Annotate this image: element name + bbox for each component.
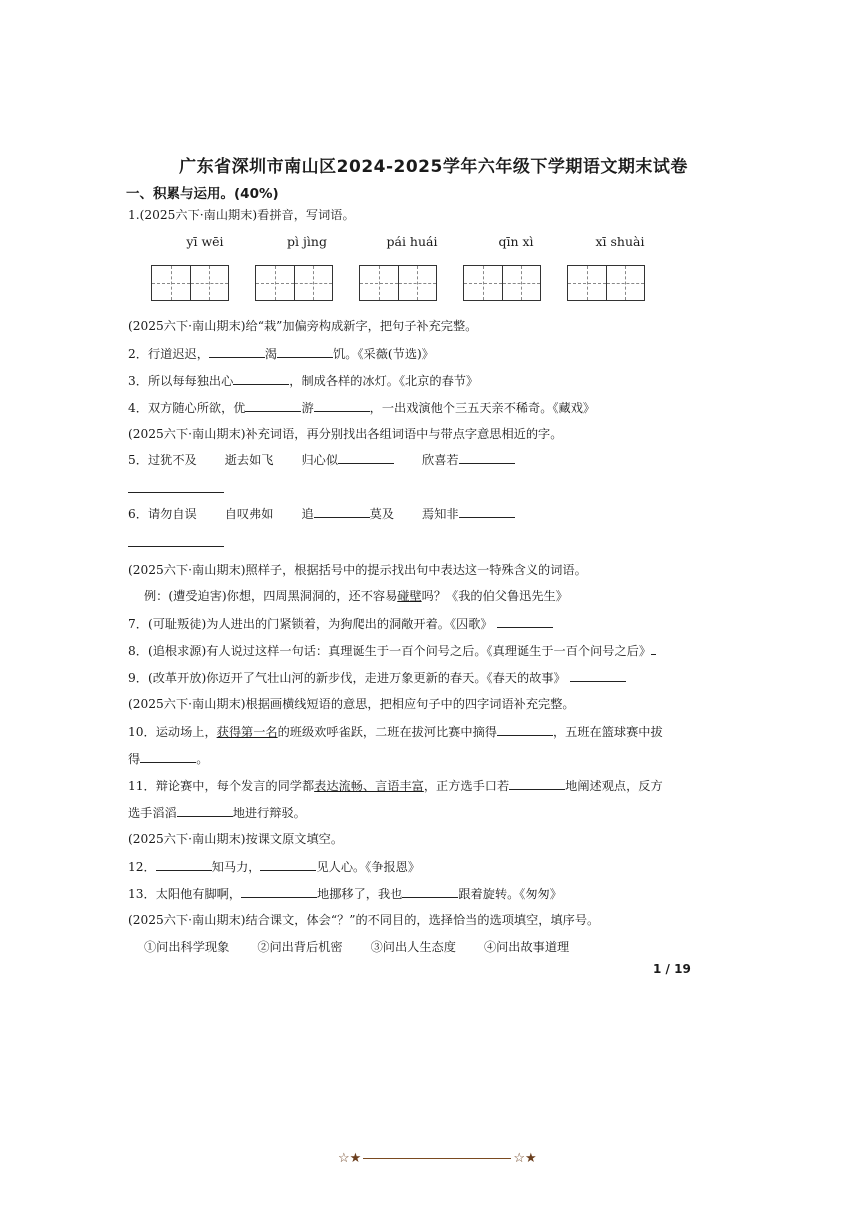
- writing-grid[interactable]: [463, 265, 541, 301]
- star-icon: ☆★: [338, 1151, 362, 1166]
- answer-line[interactable]: [128, 546, 224, 547]
- options-row: [144, 939, 569, 955]
- question-1: 1.(2025六下·南山期末)看拼音，写词语。: [128, 208, 355, 222]
- writing-grid[interactable]: [255, 265, 333, 301]
- question-2: 2．行道迟迟， 渴 饥。《采薇(节选)》: [128, 347, 434, 361]
- answer-blank[interactable]: [651, 642, 656, 655]
- page-number: 1 / 19: [653, 962, 691, 976]
- pinyin-3: pái huái: [386, 234, 438, 249]
- answer-blank[interactable]: [314, 505, 370, 518]
- question-12: 12． 知马力， 见人心。《争报恩》: [128, 860, 421, 874]
- answer-blank[interactable]: [497, 615, 553, 628]
- question-5: 5．过犹不及 逝去如飞 归心似 欣喜若: [128, 451, 515, 468]
- answer-blank[interactable]: [156, 858, 212, 871]
- answer-blank[interactable]: [233, 372, 289, 385]
- option-1: ①问出科学现象: [144, 940, 230, 954]
- option-2: ②问出背后机密: [257, 940, 343, 954]
- pinyin-2: pì jìng: [287, 234, 327, 249]
- question-13: 13．太阳他有脚啊， 地挪移了，我也 跟着旋转。《匆匆》: [128, 887, 562, 901]
- answer-blank[interactable]: [241, 885, 317, 898]
- group-instruction: (2025六下·南山期末)根据画横线短语的意思，把相应句子中的四字词语补充完整。: [128, 697, 575, 711]
- question-10-cont: 得 。: [128, 752, 209, 766]
- pinyin-1: yī wēi: [186, 234, 224, 249]
- answer-blank[interactable]: [177, 804, 233, 817]
- group-instruction: (2025六下·南山期末)结合课文，体会“？”的不同目的，选择恰当的选项填空，填序号。: [128, 913, 600, 927]
- answer-blank[interactable]: [260, 858, 316, 871]
- writing-grid[interactable]: [151, 265, 229, 301]
- question-11: 11．辩论赛中，每个发言的同学都表达流畅、言语丰富，正方选手口若 地阐述观点，反方: [128, 779, 663, 793]
- example-line: 例：(遭受迫害)你想，四周黑洞洞的，还不容易碰壁吗？《我的伯父鲁迅先生》: [144, 589, 568, 603]
- answer-blank[interactable]: [209, 345, 265, 358]
- question-11-cont: 选手滔滔 地进行辩驳。: [128, 806, 306, 820]
- exam-title: 广东省深圳市南山区2024-2025学年六年级下学期语文期末试卷: [179, 157, 688, 177]
- answer-blank[interactable]: [459, 451, 515, 464]
- group-instruction: (2025六下·南山期末)补充词语，再分别找出各组词语中与带点字意思相近的字。: [128, 427, 563, 441]
- writing-grid[interactable]: [567, 265, 645, 301]
- star-icon: ☆★: [513, 1151, 537, 1166]
- option-3: ③问出人生态度: [370, 940, 456, 954]
- group-instruction: (2025六下·南山期末)按课文原文填空。: [128, 832, 344, 846]
- question-3: 3．所以每每独出心 ，制成各样的冰灯。《北京的春节》: [128, 374, 479, 388]
- question-4: 4．双方随心所欲，优 游 ，一出戏演他个三五天亲不稀奇。《藏戏》: [128, 401, 596, 415]
- answer-blank[interactable]: [245, 399, 301, 412]
- answer-blank[interactable]: [570, 669, 626, 682]
- answer-blank[interactable]: [459, 505, 515, 518]
- section-heading: 一、积累与运用。(40%): [126, 186, 279, 202]
- question-6: 6．请勿自误 自叹弗如 追 莫及 焉知非: [128, 505, 515, 522]
- answer-line[interactable]: [128, 492, 224, 493]
- answer-blank[interactable]: [277, 345, 333, 358]
- writing-grid[interactable]: [359, 265, 437, 301]
- footer-line: [363, 1158, 511, 1159]
- footer-ornament: [338, 1151, 537, 1166]
- answer-blank[interactable]: [338, 451, 394, 464]
- question-7: 7．(可耻叛徒)为人进出的门紧锁着，为狗爬出的洞敞开着。《囚歌》: [128, 615, 553, 632]
- option-4: ④问出故事道理: [483, 940, 570, 954]
- answer-blank[interactable]: [140, 750, 196, 763]
- pinyin-4: qīn xì: [498, 234, 534, 249]
- question-9: 9．(改革开放)你迈开了气壮山河的新步伐，走进万象更新的春天。《春天的故事》: [128, 669, 626, 686]
- question-10: 10．运动场上，获得第一名的班级欢呼雀跃，二班在拔河比赛中摘得 ，五班在篮球赛中拔: [128, 725, 663, 739]
- pinyin-5: xī shuài: [595, 234, 645, 249]
- answer-blank[interactable]: [314, 399, 370, 412]
- question-8: 8．(追根求源)有人说过这样一句话：真理诞生于一百个问号之后。《真理诞生于一百个问号之后》: [128, 642, 656, 659]
- answer-blank[interactable]: [402, 885, 458, 898]
- answer-blank[interactable]: [509, 777, 565, 790]
- answer-blank[interactable]: [497, 723, 553, 736]
- group-instruction: (2025六下·南山期末)给“栽”加偏旁构成新字，把句子补充完整。: [128, 319, 478, 333]
- group-instruction: (2025六下·南山期末)照样子，根据括号中的提示找出句中表达这一特殊含义的词语。: [128, 563, 587, 577]
